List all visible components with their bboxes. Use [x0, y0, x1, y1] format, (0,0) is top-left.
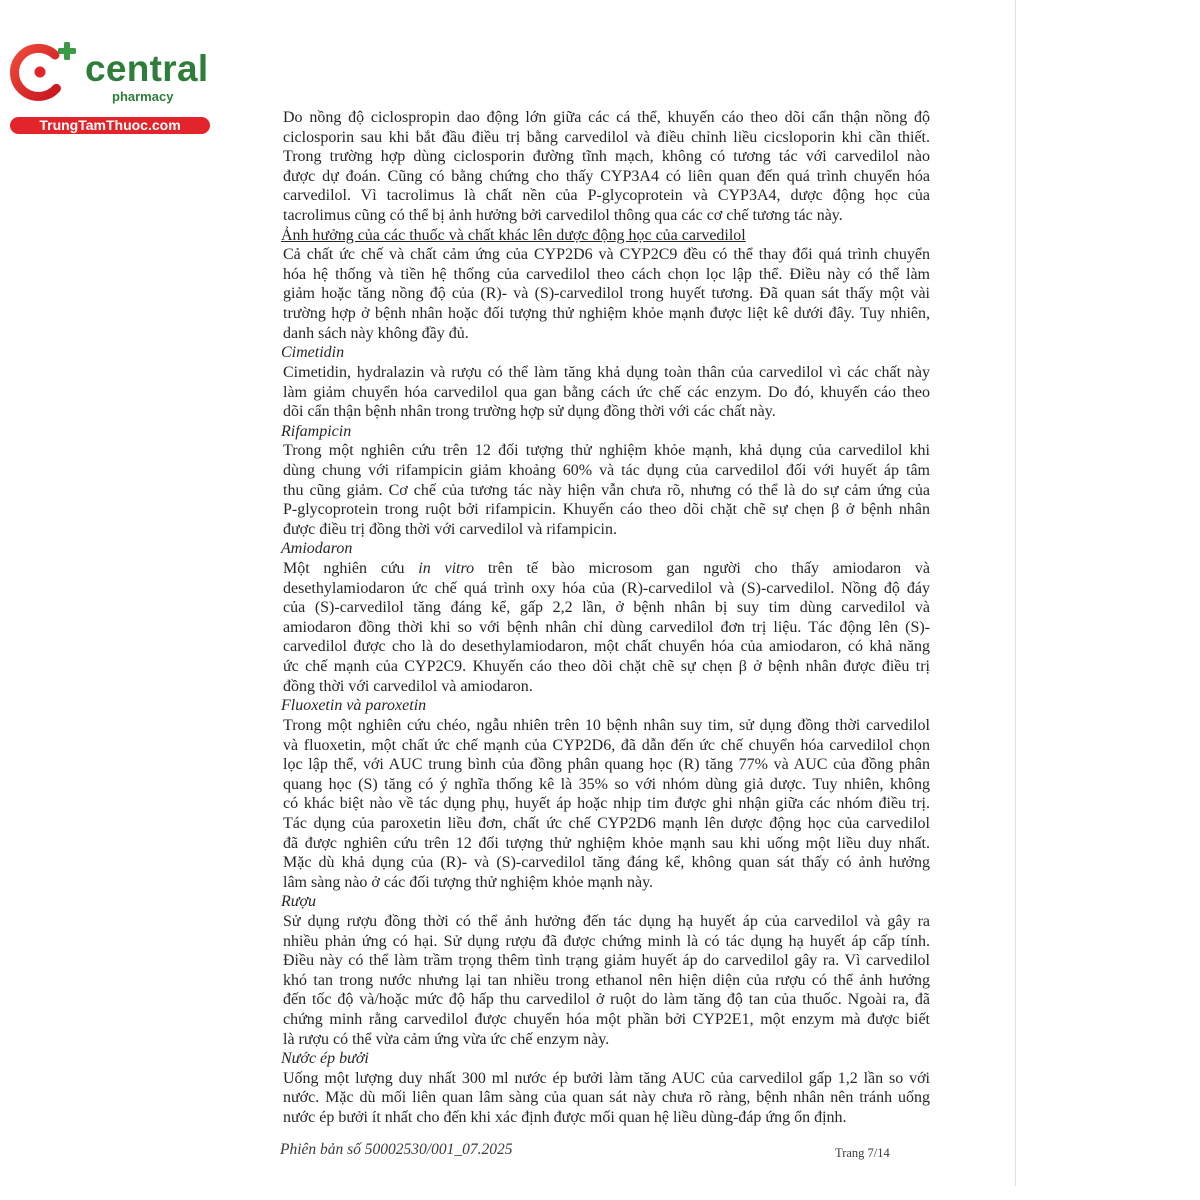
text-line: đã được nghiên cứu trên 12 đối tượng thử nghiệm khỏe mạnh sau khi uống một liều duy nhất.	[283, 834, 930, 852]
text-line: Uống một lượng duy nhất 300 ml nước ép bưởi làm tăng AUC của carvedilol gấp 1,2 lần so với	[283, 1069, 930, 1087]
subsection-heading: Rifampicin	[281, 422, 352, 440]
text-line: desethylamiodaron ức chế quá trình oxy hóa của (R)-carvedilol và (S)-carvedilol. Nồng độ đáy	[283, 579, 930, 597]
text-line: Mặc dù khả dụng của (R)- và (S)-carvedilol tăng đáng kể, không quan sát thấy có ảnh hưởng	[283, 854, 930, 872]
logo	[0, 0, 220, 140]
text-line: nước ép bưởi ít nhất cho đến khi xác định được mối quan hệ liều dùng-đáp ứng ổn định.	[283, 1109, 847, 1127]
text-segment: trên tế bào microsom gan người cho thấy amiodaron và	[474, 560, 930, 578]
text-line: carvedilol được cho là do desethylamiodaron, một chất chuyển hóa của amiodaron, có khả năng	[283, 638, 930, 656]
text-line	[283, 559, 930, 579]
logo-tagline: pharmacy	[112, 89, 174, 104]
text-line: khó tan trong nước nhưng lại tan nhiều trong ethanol nên hiện diện của rượu có thể ảnh hưởng	[283, 971, 930, 989]
text-line: Trong trường hợp dùng ciclosporin đường tĩnh mạch, không có tương tác với carvedilol nào	[283, 148, 930, 166]
document-body	[283, 108, 930, 1128]
text-line: Do nồng độ ciclospropin dao động lớn giữa các cá thể, khuyến cáo theo dõi cẩn thận nồng độ	[283, 109, 930, 126]
text-line: đến tốc độ và/hoặc mức độ hấp thu carvedilol ở ruột do làm tăng độ tan của thuốc. Ngoài ra, đã	[283, 991, 930, 1009]
text-line: carvedilol. Vì tacrolimus là chất nền của P-glycoprotein và CYP3A4, dược động học của	[283, 187, 930, 205]
text-line: được dự đoán. Cũng có bằng chứng cho thấy CYP3A4 có liên quan đến quá trình chuyển hóa	[283, 167, 930, 185]
text-line: Sử dụng rượu đồng thời có thể ảnh hưởng đến tác dụng hạ huyết áp của carvedilol và gây ra	[283, 912, 930, 930]
text-line: nhiều phản ứng có hại. Sử dụng rượu đã được chứng minh là có tác dụng hạ huyết áp cấp tính.	[283, 932, 930, 950]
text-line: có khác biệt nào về tác dụng phụ, huyết áp hoặc nhịp tim được ghi nhận giữa các nhóm điều trị.	[283, 795, 930, 813]
text-line: và fluoxetin, một chất ức chế mạnh của CYP2D6, đã dẫn đến ức chế chuyển hóa carvedilol chọn	[283, 736, 930, 754]
text-line: P-glycoprotein trong ruột bởi rifampicin. Khuyến cáo theo dõi chặt chẽ sự chẹn β ở bệnh nhân	[283, 501, 930, 519]
text-line: chứng minh rằng carvedilol được chuyển hóa một phần bởi CYP2E1, một enzym mà được biết	[283, 1011, 930, 1029]
text-line: Cimetidin, hydralazin và rượu có thể làm tăng khả dụng toàn thân của carvedilol vì các chất này	[283, 363, 930, 381]
subsection-heading: Amiodaron	[281, 540, 353, 558]
text-line: lâm sàng nào ở các đối tượng thử nghiệm khỏe mạnh này.	[283, 873, 654, 891]
text-line: Trong một nghiên cứu trên 12 đối tượng thử nghiệm khỏe mạnh, khả dụng của carvedilol khi	[283, 442, 930, 460]
section-heading: Ảnh hưởng của các thuốc và chất khác lên dược động học của carvedilol	[281, 226, 746, 244]
logo-badge: TrungTamThuoc.com	[10, 117, 210, 134]
text-line: dùng chung với rifampicin giảm khoảng 60% và tác dụng của carvedilol đối với huyết áp tâm	[283, 461, 930, 479]
scan-edge-line	[1015, 0, 1016, 1186]
text-line: nước. Mặc dù mối liên quan lâm sàng của quan sát này chưa rõ ràng, bệnh nhân nên tránh uống	[283, 1089, 930, 1107]
text-line: được điều trị đồng thời với carvedilol và rifampicin.	[283, 520, 617, 538]
text-line: tacrolimus cũng có thể bị ảnh hưởng bởi carvedilol thông qua các cơ chế tương tác này.	[283, 207, 843, 225]
italic-term: in vitro	[418, 560, 475, 578]
version-label: Phiên bản số 50002530/001_07.2025	[280, 1141, 513, 1158]
subsection-heading: Cimetidin	[281, 344, 345, 362]
text-line: trường hợp ở bệnh nhân hoặc đối tượng thử nghiệm khỏe mạnh được liệt kê dưới đây. Tuy nhiên,	[283, 305, 930, 323]
text-line: của (S)-carvedilol tăng đáng kể, gấp 2,2 lần, ở bệnh nhân bị suy tim dùng carvedilol và	[283, 599, 930, 617]
text-line: amiodaron đồng thời khi so với bệnh nhân chỉ dùng carvedilol đơn trị liệu. Tác động lên (S)-	[283, 618, 930, 636]
text-line: Tác dụng của paroxetin liều đơn, chất ức chế CYP2D6 mạnh lên dược động học của carvedilol	[283, 814, 930, 832]
text-line: giảm hoặc tăng nồng độ của (R)- và (S)-carvedilol trong huyết tương. Đã quan sát thấy một vài	[283, 285, 930, 303]
text-line: làm giảm chuyển hóa carvedilol qua gan bằng cách ức chế các enzym. Do đó, khuyến cáo theo	[283, 383, 930, 401]
page-number: Trang 7/14	[835, 1146, 890, 1160]
text-line: dõi cẩn thận bệnh nhân trong trường hợp sử dụng đồng thời với các chất này.	[283, 403, 776, 421]
text-line: lọc lập thể, với AUC trung bình của đồng phân quang học (R) tăng 77% và AUC của đồng phân	[283, 756, 930, 774]
text-line: đồng thời với carvedilol và amiodaron.	[283, 677, 533, 695]
subsection-heading: Nước ép bưởi	[281, 1050, 369, 1068]
text-segment: Một nghiên cứu	[283, 560, 419, 578]
text-line: quang học (S) tăng có ý nghĩa thống kê là 35% so với nhóm dùng giả dược. Tuy nhiên, không	[283, 775, 930, 793]
logo-wordmark: central	[85, 48, 209, 89]
text-line: Cả chất ức chế và chất cảm ứng của CYP2D6 và CYP2C9 đều có thể thay đổi quá trình chuyển	[283, 246, 930, 264]
text-line: ciclosporin sau khi bắt đầu điều trị bằng carvedilol và điều chỉnh liều cicsloporin khi cần thiết.	[283, 128, 930, 146]
text-line: thu cũng giảm. Cơ chế của tương tác này hiện vẫn chưa rõ, nhưng có thể là do sự cảm ứng của	[283, 481, 930, 499]
text-line: Trong một nghiên cứu chéo, ngẫu nhiên trên 10 bệnh nhân suy tim, sử dụng đồng thời carvedilol	[283, 716, 930, 734]
text-line: ức chế mạnh của CYP2C9. Khuyến cáo theo dõi chặt chẽ sự chẹn β ở bệnh nhân được điều trị	[283, 658, 930, 676]
text-line: Điều này có thể làm trầm trọng thêm tình trạng giảm huyết áp do carvedilol gây ra. Vì carvedilol	[283, 952, 930, 970]
logo-dot	[35, 67, 46, 78]
text-line: hóa hệ thống và tiền hệ thống của carvedilol theo cách chọn lọc lập thể. Điều này có thể làm	[283, 265, 930, 283]
text-line: là rượu có thể vừa cảm ứng vừa ức chế enzym này.	[283, 1030, 610, 1048]
subsection-heading: Rượu	[281, 893, 317, 911]
subsection-heading: Fluoxetin và paroxetin	[281, 697, 427, 715]
text-line: danh sách này không đầy đủ.	[283, 324, 469, 342]
logo-mark-icon	[8, 38, 82, 110]
plus-icon	[58, 42, 76, 60]
